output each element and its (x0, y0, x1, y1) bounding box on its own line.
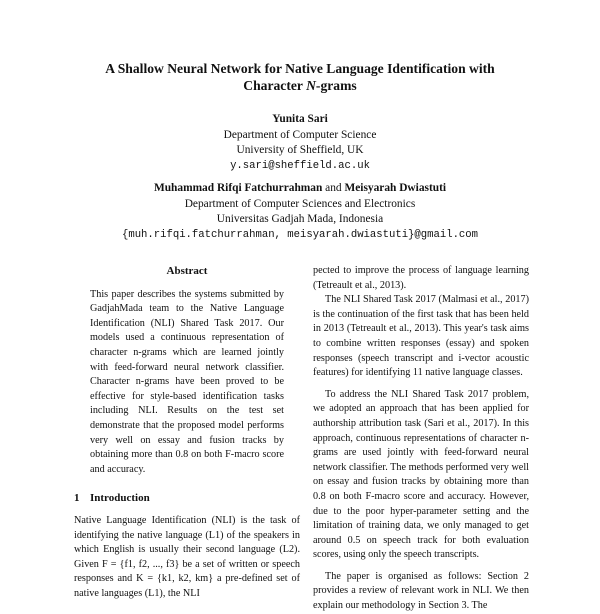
abstract-text: This paper describes the systems submitted by GadjahMada team to the Native Language Identification (NLI) Shared Task 2017. Our models used a continuous representation of character n-grams which are learned jointly with feed-forward neural network classifier. Character n-grams have been proved to be effective for style-based identification tasks including NLI. Results on the test set demonstrate that the proposed model performs very well on essay and fusion tracks by obtaining more than 0.8 on both F-macro score and accuracy. (90, 288, 284, 475)
author-2-names (0, 181, 600, 197)
author-2-affiliation-1: Department of Computer Sciences and Electronics (184, 197, 416, 210)
author-1-email: y.sari@sheffield.ac.uk (230, 159, 370, 172)
section-heading-introduction (74, 491, 300, 506)
title-line-1: A Shallow Neural Network for Native Language Identification with (105, 61, 495, 76)
right-paragraph-3: To address the NLI Shared Task 2017 problem, we adopted an approach that has been applied for authorship attribution task (Sari et al., 2017). In this approach, continuous representations of character n-grams are used jointly with feed-forward neural network classifier. The methods performed very well on essay and fusion tracks by obtaining more than 0.8 on both F-macro score and accuracy. However, due to the poor hyper-parameter setting and the limitation of training data, we only managed to get around 0.5 on speech track for both evaluation scores, using only the speech transcripts. (313, 388, 529, 561)
section-number: 1 (74, 492, 80, 505)
right-paragraph-2: The NLI Shared Task 2017 (Malmasi et al., 2017) is the continuation of the first task that has been held in 2013 (Tetreault et al., 2013). This year's task aims to combine written responses (essay) and spoken responses (speech transcript and i-vector acoustic features) for identifying 11 native language classes. (313, 294, 529, 379)
author-1-affiliation-1: Department of Computer Science (223, 128, 377, 141)
left-column (74, 264, 300, 601)
title-line-2-prefix: Character (243, 78, 307, 93)
author-2-affiliation-2: Universitas Gadjah Mada, Indonesia (216, 213, 384, 225)
title-line-2-italic: N (306, 78, 316, 93)
author-block-2 (0, 181, 600, 243)
author-1-affiliation-2: University of Sheffield, UK (236, 144, 364, 156)
right-column (313, 264, 529, 614)
author-2b-name: Meisyarah Dwiastuti (344, 182, 447, 194)
author-2a-name: Muhammad Rifqi Fatchurrahman (153, 182, 323, 194)
right-paragraph-4: The paper is organised as follows: Section 2 provides a review of relevant work in NLI. We then explain our methodology in Section 3. The (313, 570, 529, 612)
author-block-1 (0, 112, 600, 174)
title-line-2-suffix: -grams (315, 78, 357, 93)
section-title: Introduction (90, 492, 150, 505)
author-1-name: Yunita Sari (272, 113, 328, 125)
author-2-email: {muh.rifqi.fatchurrahman, meisyarah.dwiastuti}@gmail.com (121, 228, 478, 241)
author-connector: and (322, 182, 345, 194)
title-line-2 (0, 77, 600, 94)
abstract-heading: Abstract (166, 265, 208, 277)
right-paragraph-1: pected to improve the process of language learning (Tetreault et al., 2013). (313, 265, 529, 291)
paper-title (0, 60, 600, 94)
intro-paragraph: Native Language Identification (NLI) is the task of identifying the native language (L1) of the speakers in which English is usually their second language (L2). Given F = {f1, f2, ..., f3} be a set of written or speech responses and K = {k1, k2, km} a pre-defined set of native languages (L1), the NLI (74, 514, 300, 599)
